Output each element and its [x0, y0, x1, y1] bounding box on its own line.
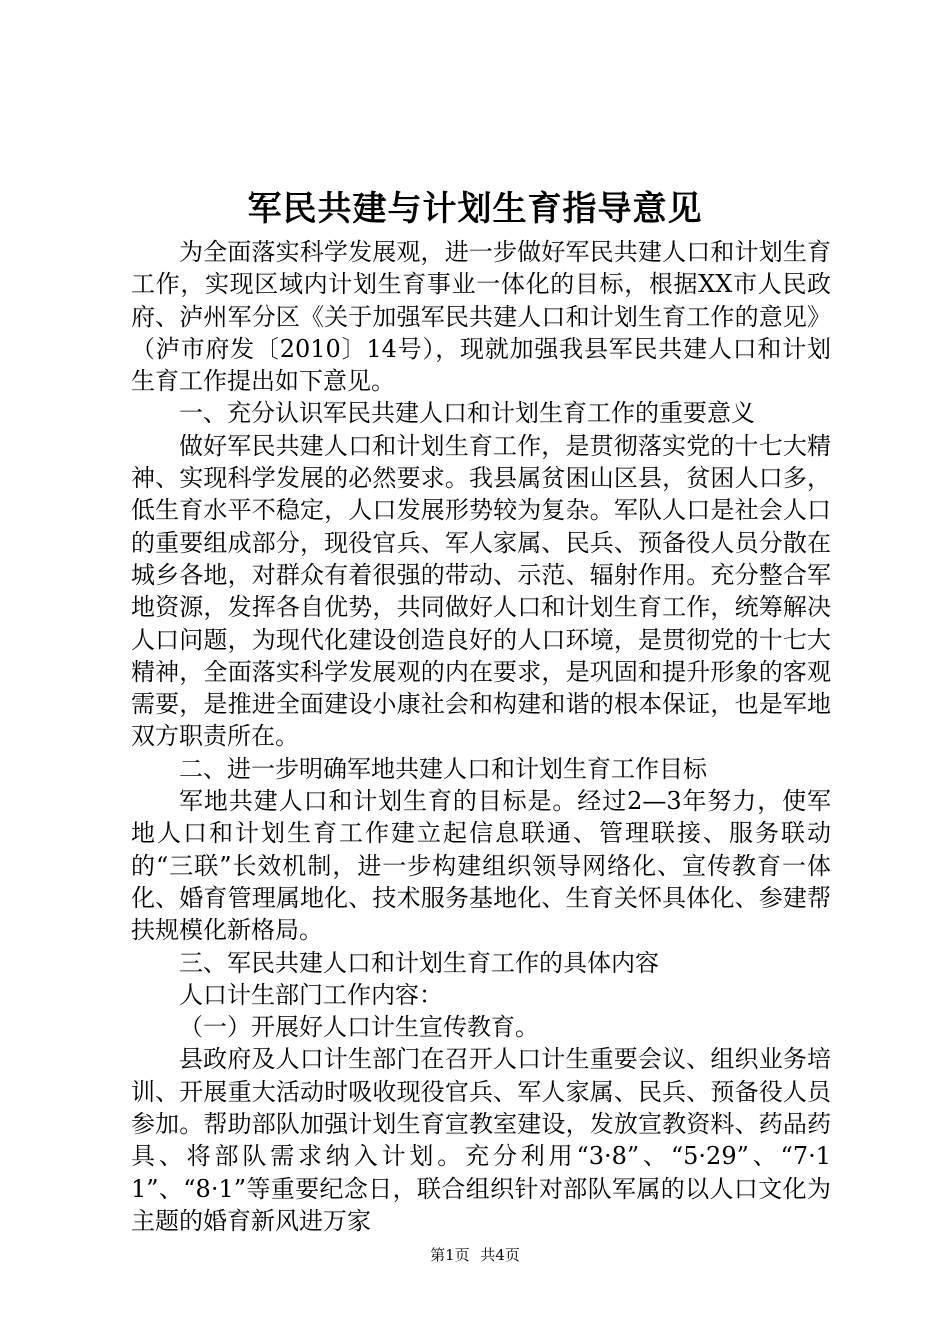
- paragraph-intro: 为全面落实科学发展观，进一步做好军民共建人口和计划生育工作，实现区域内计划生育事业一体化的目标，根据XX市人民政府、泸州军分区《关于加强军民共建人口和计划生育工作的意见》（泸市府发〔2010〕14号），现就加强我县军民共建人口和计划生育工作提出如下意见。: [131, 238, 831, 396]
- paragraph-goals: 军地共建人口和计划生育的目标是。经过2—3年努力，使军地人口和计划生育工作建立起信息联通、管理联接、服务联动的“三联”长效机制，进一步构建组织领导网络化、宣传教育一体化、婚育管理属地化、技术服务基地化、生育关怀具体化、参建帮扶规模化新格局。: [131, 787, 831, 945]
- section-heading-1: 一、充分认识军民共建人口和计划生育工作的重要意义: [179, 399, 755, 428]
- section-heading-3: 三、军民共建人口和计划生育工作的具体内容: [179, 948, 659, 977]
- subheading-item-1: （一）开展好人口计生宣传教育。: [179, 1013, 539, 1042]
- page-footer: [0, 1244, 950, 1266]
- section-heading-2: 二、进一步明确军地共建人口和计划生育工作目标: [179, 754, 707, 783]
- document-title: 军民共建与计划生育指导意见: [247, 189, 703, 229]
- paragraph-publicity: 县政府及人口计生部门在召开人口计生重要会议、组织业务培训、开展重大活动时吸收现役官兵、军人家属、民兵、预备役人员参加。帮助部队加强计划生育宣教室建设，发放宣教资料、药品药具、将部队需求纳入计划。充分利用“3·8”、“5·29”、“7·11”、“8·1”等重要纪念日，联合组织针对部队军属的以人口文化为主题的婚育新风进万家: [131, 1045, 831, 1235]
- page-number: 第1页: [430, 1246, 470, 1264]
- subheading-department: 人口计生部门工作内容：: [179, 980, 443, 1009]
- paragraph-significance: 做好军民共建人口和计划生育工作，是贯彻落实党的十七大精神、实现科学发展的必然要求。我县属贫困山区县，贫困人口多，低生育水平不稳定，人口发展形势较为复杂。军队人口是社会人口的重要组成部分，现役官兵、军人家属、民兵、预备役人员分散在城乡各地，对群众有着很强的带动、示范、辐射作用。充分整合军地资源，发挥各自优势，共同做好人口和计划生育工作，统筹解决人口问题，为现代化建设创造良好的人口环境，是贯彻党的十七大精神，全面落实科学发展观的内在要求，是巩固和提升形象的客观需要，是推进全面建设小康社会和构建和谐的根本保证，也是军地双方职责所在。: [131, 431, 831, 751]
- page-total: 共4页: [480, 1246, 520, 1264]
- document-body: [131, 236, 831, 1237]
